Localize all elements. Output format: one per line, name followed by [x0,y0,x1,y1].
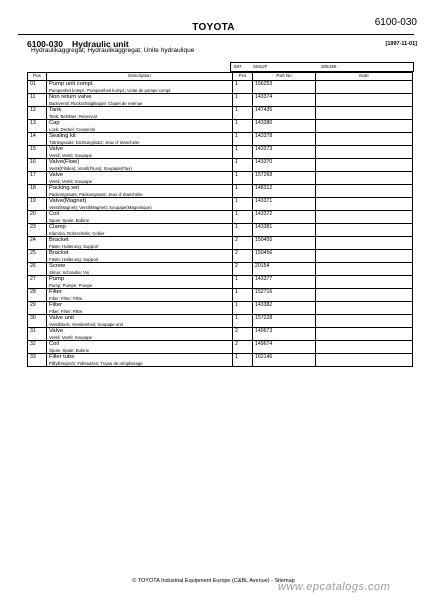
table-row [28,107,413,120]
row-note [316,263,413,276]
row-pcs: 2 [233,250,253,263]
row-note [316,341,413,354]
row-part-no: 156253 [253,81,316,94]
model-meta [230,62,414,72]
table-row [28,250,413,263]
part-name: Valve [49,146,64,152]
row-note [316,81,413,94]
row-description [47,172,233,185]
part-name: Filter [49,289,62,295]
row-part-no: 148312 [253,185,316,198]
row-pcs: 1 [233,94,253,107]
row-pos: 17 [28,172,47,185]
part-translations: Pumpenhet kompl.; Pumpeinheit kompl.; Unite de pompe compl. [49,87,172,93]
row-part-no: 147435 [253,107,316,120]
row-note [316,276,413,289]
part-translations: Fäste; Halterung; Support [49,256,99,262]
row-pcs: 1 [233,159,253,172]
row-note [316,133,413,146]
col-header-description: Description [47,73,233,81]
row-description [47,237,233,250]
row-pcs: 1 [233,354,253,367]
table-row [28,224,413,237]
table-row [28,198,413,211]
part-name: Valve(Magnet) [49,198,87,204]
row-description [47,341,233,354]
table-row [28,237,413,250]
row-description [47,146,233,159]
table-row [28,94,413,107]
row-pcs: 1 [233,172,253,185]
row-note [316,302,413,315]
row-description [47,328,233,341]
row-pcs: 1 [233,107,253,120]
row-description [47,198,233,211]
part-translations: Lock; Deckel; Couvercle [49,126,96,132]
table-row [28,263,413,276]
section-code: 6100-030 [27,39,63,49]
table-header-row [28,73,413,81]
row-pos: 18 [28,185,47,198]
table-row [28,120,413,133]
part-name: Filler tube [49,354,75,360]
row-part-no: 150455 [253,237,316,250]
row-pos: 20 [28,211,47,224]
row-note [316,172,413,185]
row-note [316,107,413,120]
table-row [28,289,413,302]
part-translations: Påfyllningsrör; Füllstutzen; Tuyau de remplissage [49,360,143,366]
row-part-no: 152716 [253,289,316,302]
row-description [47,250,233,263]
row-pcs: 2 [233,263,253,276]
part-name: Filter [49,302,62,308]
part-translations: Filter; Filter; Filtre [49,308,83,314]
part-translations: Ventilblock; Ventileinheit; Soupape unit [49,321,123,327]
row-pcs: 1 [233,185,253,198]
part-name: Bracket [49,237,69,243]
part-name: Valve(Flow) [49,159,80,165]
part-translations: Spole; Spule; Bobine [49,217,90,223]
part-name: Coil [49,211,59,217]
row-description [47,120,233,133]
row-description [47,289,233,302]
meta-col1: 597 [234,64,242,69]
part-name: Pump [49,276,65,282]
row-pcs: 1 [233,120,253,133]
part-translations: Tank; Behälter; Reservoir [49,113,98,119]
row-note [316,289,413,302]
table-row [28,341,413,354]
page-number: 6100-030 [374,17,417,28]
row-pos: 24 [28,237,47,250]
part-translations: Packningssats; Packungssatz; Jeux d' étanchéite [49,191,143,197]
part-translations: Tätningssats; Dichtungssatz; Jeux d' étanchéite [49,139,140,145]
section-title: Hydraulic unit [72,39,129,49]
row-description [47,211,233,224]
part-translations: Pump; Pumpe; Pompe [49,282,93,288]
row-note [316,94,413,107]
row-pos: 13 [28,120,47,133]
table-row [28,276,413,289]
row-description [47,224,233,237]
footer-copyright: © TOYOTA Industrial Equipment Europe (C&BL Avenue) - Sitemap [132,578,295,584]
row-pcs: 1 [233,224,253,237]
row-note [316,224,413,237]
part-translations: Skruv; Schraube; Vis [49,269,90,275]
part-translations: Ventil; Ventil; Soupape [49,334,93,340]
row-note [316,315,413,328]
table-row [28,302,413,315]
row-part-no: 143370 [253,159,316,172]
row-pcs: 1 [233,81,253,94]
row-pos: 33 [28,354,47,367]
row-note [316,185,413,198]
part-translations: Filter; Filter; Filtre [49,295,83,301]
row-description [47,159,233,172]
row-part-no: 143374 [253,94,316,107]
table-row [28,81,413,94]
row-part-no: 143382 [253,302,316,315]
parts-table [27,72,413,367]
row-pos: 11 [28,94,47,107]
col-header-note: Note [316,73,413,81]
table-row [28,211,413,224]
row-description [47,107,233,120]
row-part-no: 143377 [253,276,316,289]
row-note [316,328,413,341]
row-pos: 19 [28,198,47,211]
part-name: Cap [49,120,60,126]
part-name: Clamp [49,224,66,230]
part-translations: Spole; Spule; Bobine [49,347,90,353]
row-part-no: 149673 [253,328,316,341]
watermark-text: www.epcatalogs.com [278,581,391,593]
row-part-no: 143378 [253,133,316,146]
part-name: Valve [49,172,64,178]
row-part-no: 157268 [253,172,316,185]
table-row [28,315,413,328]
part-name: Non return valve [49,94,92,100]
row-pos: 23 [28,224,47,237]
row-part-no: 143371 [253,198,316,211]
col-header-pos: Pos [28,73,47,81]
row-pos: 30 [28,315,47,328]
row-pos: 12 [28,107,47,120]
row-description [47,133,233,146]
part-translations: Ventil(Flödes); Ventil(Fluss); Soupape(Flux) [49,165,132,171]
table-body [28,81,413,367]
row-part-no: 157228 [253,315,316,328]
row-pcs: 1 [233,276,253,289]
table-row [28,159,413,172]
row-pos: 27 [28,276,47,289]
part-name: Bracket [49,250,69,256]
row-description [47,302,233,315]
row-pos: 15 [28,146,47,159]
row-part-no: 162146 [253,354,316,367]
row-pos: 01 [28,81,47,94]
row-note [316,159,413,172]
row-description [47,315,233,328]
row-pcs: 1 [233,289,253,302]
row-pcs: 2 [233,328,253,341]
row-description [47,94,233,107]
part-translations: Ventil; Ventil; Soupape [49,152,93,158]
row-note [316,120,413,133]
row-part-no: 20154 [253,263,316,276]
table-row [28,354,413,367]
row-pcs: 1 [233,302,253,315]
row-note [316,146,413,159]
table-row [28,172,413,185]
row-pos: 26 [28,263,47,276]
table-row [28,185,413,198]
row-pos: 14 [28,133,47,146]
part-translations: Klamma; Rohrschelle; Collier [49,230,105,236]
row-pos: 29 [28,302,47,315]
row-part-no: 143381 [253,224,316,237]
section-date: [1997-11-01] [385,41,417,47]
part-name: Sealing kit [49,133,76,139]
table-row [28,328,413,341]
row-note [316,250,413,263]
row-pos: 25 [28,250,47,263]
part-name: Packing set [49,185,79,191]
row-description [47,276,233,289]
row-part-no: 143372 [253,211,316,224]
table-row [28,133,413,146]
row-pcs: 2 [233,341,253,354]
row-pos: 31 [28,328,47,341]
part-name: Valve [49,328,64,334]
part-translations: Ventil; Ventil; Soupape [49,178,93,184]
section-subtitle: Hydraulikaggregat; Hydraulikaggregat; Unite hydraulique [31,47,195,54]
brand-name: TOYOTA [192,22,235,33]
row-part-no: 149674 [253,341,316,354]
meta-col2: SM12F [253,64,268,69]
row-description [47,185,233,198]
row-pos: 28 [28,289,47,302]
row-part-no: 150456 [253,250,316,263]
row-pcs: 1 [233,146,253,159]
row-pcs: 1 [233,198,253,211]
meta-col3: 305439 - [321,64,339,69]
part-name: Screw [49,263,66,269]
row-part-no: 143373 [253,146,316,159]
part-translations: Fäste; Halterung; Support [49,243,99,249]
row-pos: 32 [28,341,47,354]
part-translations: Ventil(Magnet); Ventil(Magnet); Soupape(Magnetique) [49,204,152,210]
col-header-pcs: Pcs [233,73,253,81]
row-description [47,81,233,94]
part-name: Pump unit compl. [49,81,94,87]
row-note [316,237,413,250]
part-name: Valve unit [49,315,75,321]
row-pcs: 1 [233,133,253,146]
col-header-part-no: Part No [253,73,316,81]
row-note [316,354,413,367]
part-translations: Backventil; Rückschlagklappe; Clapet de retenue [49,100,143,106]
row-note [316,211,413,224]
row-pcs: 2 [233,237,253,250]
header-rule [18,34,414,35]
row-description [47,263,233,276]
row-pos: 16 [28,159,47,172]
table-row [28,146,413,159]
row-pcs: 1 [233,315,253,328]
row-pcs: 1 [233,211,253,224]
row-note [316,198,413,211]
part-name: Tank [49,107,62,113]
part-name: Coil [49,341,59,347]
row-part-no: 143380 [253,120,316,133]
row-description [47,354,233,367]
